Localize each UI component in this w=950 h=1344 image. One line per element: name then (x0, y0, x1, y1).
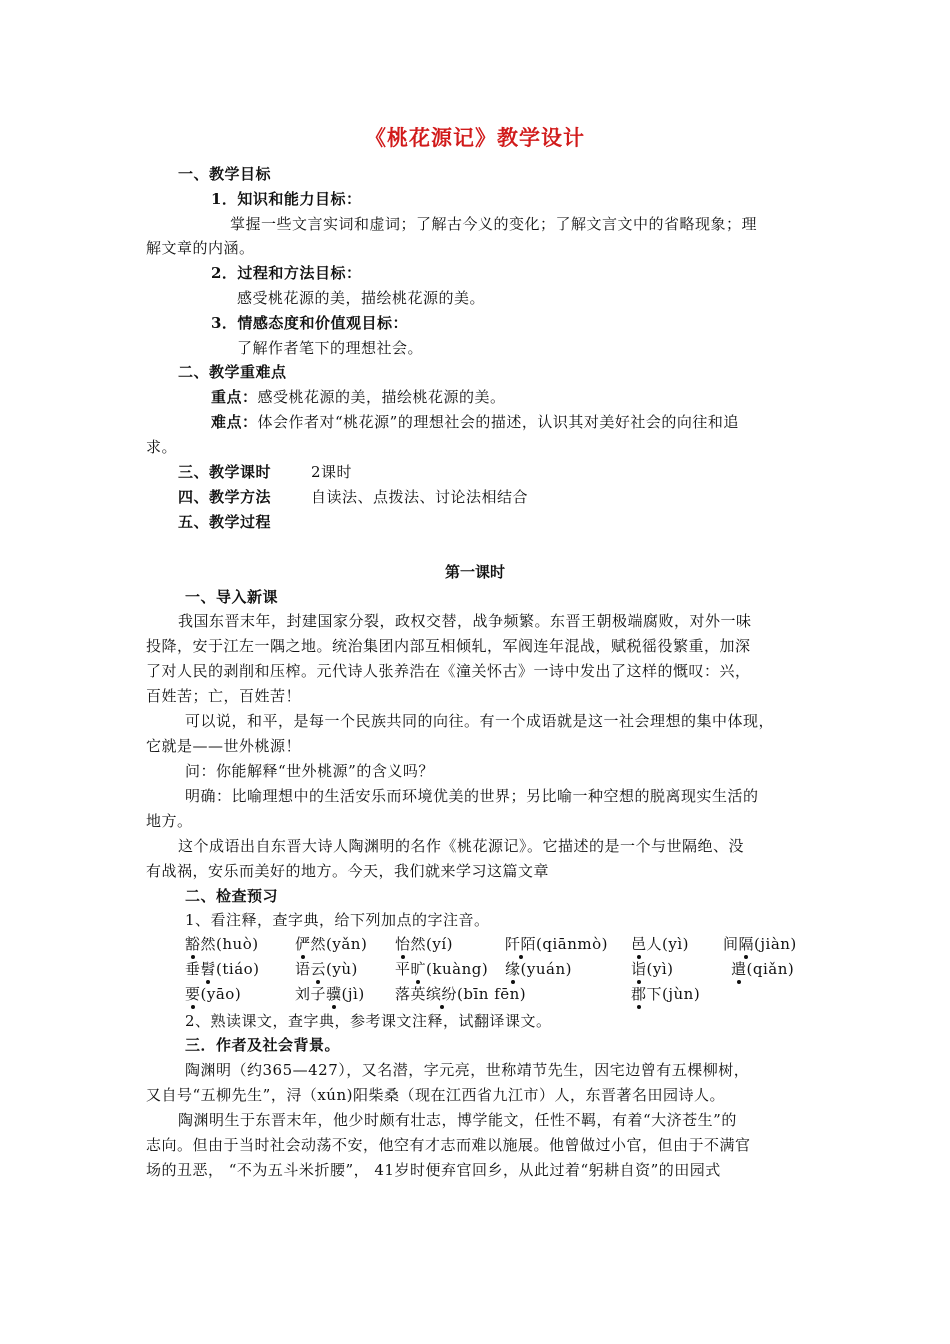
difficulty-text: 体会作者对“桃花源”的理想社会的描述，认识其对美好社会的向往和追 (257, 413, 739, 431)
dotted-char: 郡 (631, 985, 647, 1003)
dotted-char: 邑 (631, 935, 647, 953)
intro-paragraph-line: 百姓苦；亡，百姓苦！ (146, 687, 302, 705)
dotted-char: 云 (310, 960, 327, 978)
dotted-char: 诣 (631, 960, 647, 978)
pinyin-item: 郡下(jùn) (631, 985, 701, 1003)
goal-3-text: 了解作者笔下的理想社会。 (237, 339, 424, 357)
hours-value: 2课时 (311, 463, 353, 481)
key-point-text: 感受桃花源的美，描绘桃花源的美。 (257, 388, 506, 406)
goal-1-text-line: 掌握一些文言实词和虚词；了解古今义的变化；了解文言文中的省略现象；理 (230, 215, 758, 233)
difficulty-label: 难点： (211, 413, 258, 431)
dotted-char: 隔 (738, 935, 755, 953)
dotted-char: 旷 (410, 960, 427, 978)
preview-heading: 二、检查预习 (185, 887, 279, 905)
pinyin-item: 语云(yù) (295, 960, 358, 978)
pinyin-item: 阡陌(qiānmò) (505, 935, 608, 953)
author-paragraph-line: 又自号“五柳先生”，浔（xún)阳柴桑（现在江西省九江市）人，东晋著名田园诗人。 (146, 1086, 725, 1104)
author-paragraph-line: 陶渊明（约365—427），又名潜，字元亮，世称靖节先生，因宅边曾有五棵柳树， (185, 1061, 750, 1079)
dotted-char: 豁 (185, 935, 201, 953)
difficulty-text-cont: 求。 (146, 438, 178, 456)
pinyin-item: 怡然(yí) (395, 935, 453, 953)
dotted-char: 阡陌 (505, 935, 537, 953)
keypoints-heading: 二、教学重难点 (178, 363, 287, 381)
hours-heading: 三、教学课时 (178, 463, 272, 481)
goal-2-text: 感受桃花源的美，描绘桃花源的美。 (237, 289, 486, 307)
intro-paragraph-line: 投降，安于江左一隅之地。统治集团内部互相倾轧，军阀连年混战，赋税徭役繁重，加深 (146, 637, 751, 655)
dotted-char: 要 (185, 985, 201, 1003)
author-paragraph-line: 志向。但由于当时社会动荡不安，他空有才志而难以施展。他曾做过小官，但由于不满官 (146, 1136, 751, 1154)
key-point-label: 重点： (211, 388, 258, 406)
author-paragraph-line: 陶渊明生于东晋末年，他少时颇有壮志，博学能文，任性不羁，有着“大济苍生”的 (178, 1111, 737, 1129)
intro-paragraph-line: 我国东晋末年，封建国家分裂，政权交替，战争频繁。东晋王朝极端腐败，对外一味 (178, 612, 752, 630)
author-heading: 三．作者及社会背景。 (185, 1036, 341, 1054)
difficulty (211, 412, 739, 432)
pinyin-item: 俨然(yǎn) (295, 935, 368, 953)
goal-1-text-line: 解文章的内涵。 (146, 239, 255, 257)
goal-1-heading: 1．知识和能力目标： (211, 190, 362, 208)
intro-paragraph-line: 了对人民的剥削和压榨。元代诗人张养浩在《潼关怀古》一诗中发出了这样的慨叹：兴， (146, 662, 751, 680)
pinyin-item: 间隔(jiàn) (723, 935, 797, 953)
method-value: 自读法、点拨法、讨论法相结合 (311, 488, 529, 506)
pinyin-item: 垂髫(tiáo) (185, 960, 260, 978)
lesson-1-heading: 第一课时 (444, 563, 505, 581)
dotted-char: 缤纷 (426, 985, 458, 1003)
dotted-char: 髫 (200, 960, 217, 978)
goal-2-heading: 2．过程和方法目标： (211, 264, 362, 282)
pinyin-item: 缘(yuán) (505, 960, 572, 978)
pinyin-item: 豁然(huò) (185, 935, 259, 953)
pinyin-item: 刘子骥(jì) (295, 985, 365, 1003)
dotted-char: 骥 (326, 985, 342, 1003)
answer-line: 明确：比喻理想中的生活安乐而环境优美的世界；另比喻一种空想的脱离现实生活的 (185, 787, 759, 805)
key-point (211, 387, 506, 407)
pinyin-item: 平旷(kuàng) (395, 960, 489, 978)
pinyin-item: 邑人(yì) (631, 935, 689, 953)
preview-task-1: 1、看注释，查字典，给下列加点的字注音。 (185, 911, 490, 929)
pinyin-item: 要(yāo) (185, 985, 242, 1003)
document-title: 《桃花源记》教学设计 (365, 125, 585, 150)
answer-line: 地方。 (146, 812, 193, 830)
intro-paragraph-line: 有战祸，安乐而美好的地方。今天，我们就来学习这篇文章 (146, 862, 550, 880)
intro-paragraph-line: 它就是——世外桃源！ (146, 737, 302, 755)
dotted-char: 俨 (295, 935, 311, 953)
method-heading: 四、教学方法 (178, 488, 272, 506)
pinyin-item: 遣(qiǎn) (731, 960, 795, 978)
pinyin-item: 落英缤纷(bīn fēn) (395, 985, 527, 1003)
question: 问：你能解释“世外桃源”的含义吗？ (185, 762, 434, 780)
intro-heading: 一、导入新课 (185, 588, 279, 606)
dotted-char: 遣 (731, 960, 747, 978)
dotted-char: 怡 (395, 935, 411, 953)
intro-paragraph-line: 可以说，和平，是每一个民族共同的向往。有一个成语就是这一社会理想的集中体现， (185, 712, 775, 730)
dotted-char: 缘 (505, 960, 521, 978)
author-paragraph-line: 场的丑恶， “不为五斗米折腰”， 41岁时便弃官回乡，从此过着“躬耕自资”的田园式 (146, 1161, 721, 1179)
goals-heading: 一、教学目标 (178, 165, 272, 183)
preview-task-2: 2、熟读课文，查字典，参考课文注释，试翻译课文。 (185, 1012, 552, 1030)
intro-paragraph-line: 这个成语出自东晋大诗人陶渊明的名作《桃花源记》。它描述的是一个与世隔绝、没 (178, 837, 745, 855)
goal-3-heading: 3．情感态度和价值观目标： (211, 314, 408, 332)
process-heading: 五、教学过程 (178, 513, 272, 531)
pinyin-item: 诣(yì) (631, 960, 674, 978)
